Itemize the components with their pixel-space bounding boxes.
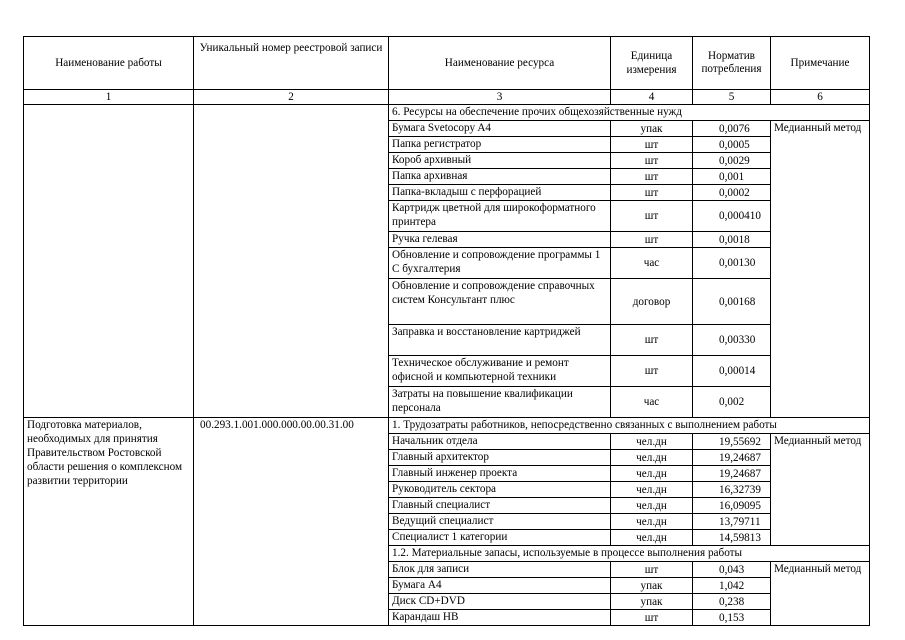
resource-name: Специалист 1 категории bbox=[389, 530, 611, 546]
norm-value: 16,32739 bbox=[693, 482, 771, 498]
unit-value: час bbox=[611, 248, 693, 279]
header-registry-number: Уникальный номер реестровой записи bbox=[194, 37, 389, 90]
unit-value: упак bbox=[611, 121, 693, 137]
unit-value: шт bbox=[611, 137, 693, 153]
resource-name: Картридж цветной для широкоформатного принтера bbox=[389, 201, 611, 232]
norm-value: 1,042 bbox=[693, 578, 771, 594]
norm-value: 0,238 bbox=[693, 594, 771, 610]
resource-name: Заправка и восстановление картриджей bbox=[389, 325, 611, 356]
column-number: 5 bbox=[693, 90, 771, 105]
resource-name: Карандаш НВ bbox=[389, 610, 611, 626]
norm-value: 0,0029 bbox=[693, 153, 771, 169]
resource-name: Ручка гелевая bbox=[389, 232, 611, 248]
unit-value: договор bbox=[611, 279, 693, 325]
norm-value: 0,043 bbox=[693, 562, 771, 578]
unit-value: шт bbox=[611, 201, 693, 232]
unit-value: упак bbox=[611, 594, 693, 610]
section-title: 6. Ресурсы на обеспечение прочих общехозяйственные нужд bbox=[389, 105, 870, 121]
resource-name: Обновление и сопровождение программы 1 С бухгалтерия bbox=[389, 248, 611, 279]
norm-value: 0,0002 bbox=[693, 185, 771, 201]
resource-name: Главный специалист bbox=[389, 498, 611, 514]
header-row bbox=[24, 37, 870, 90]
norm-value: 0,00014 bbox=[693, 356, 771, 387]
note-cell: Медианный метод bbox=[771, 121, 870, 418]
header-resource-name: Наименование ресурса bbox=[389, 37, 611, 90]
unit-value: чел.дн bbox=[611, 466, 693, 482]
unit-value: чел.дн bbox=[611, 450, 693, 466]
norm-value: 13,79711 bbox=[693, 514, 771, 530]
norm-value: 14,59813 bbox=[693, 530, 771, 546]
unit-value: шт bbox=[611, 356, 693, 387]
column-number: 3 bbox=[389, 90, 611, 105]
resource-name: Бумага А4 bbox=[389, 578, 611, 594]
unit-value: шт bbox=[611, 232, 693, 248]
norm-value: 19,55692 bbox=[693, 434, 771, 450]
resource-name: Техническое обслуживание и ремонт офисной и компьютерной техники bbox=[389, 356, 611, 387]
resource-name: Папка-вкладыш с перфорацией bbox=[389, 185, 611, 201]
norm-value: 0,0005 bbox=[693, 137, 771, 153]
unit-value: шт bbox=[611, 153, 693, 169]
unit-value: чел.дн bbox=[611, 514, 693, 530]
norm-value: 0,00330 bbox=[693, 325, 771, 356]
norm-value: 19,24687 bbox=[693, 450, 771, 466]
column-number: 6 bbox=[771, 90, 870, 105]
resource-name: Руководитель сектора bbox=[389, 482, 611, 498]
resource-name: Главный инженер проекта bbox=[389, 466, 611, 482]
resource-name: Диск CD+DVD bbox=[389, 594, 611, 610]
unit-value: шт bbox=[611, 325, 693, 356]
section-title: 1.2. Материальные запасы, используемые в процессе выполнения работы bbox=[389, 546, 870, 562]
section-title: 1. Трудозатраты работников, непосредственно связанных с выполнением работы bbox=[389, 418, 870, 434]
norm-value: 19,24687 bbox=[693, 466, 771, 482]
norm-value: 0,153 bbox=[693, 610, 771, 626]
unit-value: шт bbox=[611, 562, 693, 578]
unit-value: чел.дн bbox=[611, 482, 693, 498]
unit-value: чел.дн bbox=[611, 434, 693, 450]
work-name-cell bbox=[24, 105, 194, 418]
work-name-cell: Подготовка материалов, необходимых для принятия Правительством Ростовской области решения о комплексном развитии территории bbox=[24, 418, 194, 626]
resource-name: Обновление и сопровождение справочных систем Консультант плюс bbox=[389, 279, 611, 325]
section-row bbox=[24, 105, 870, 121]
unit-value: шт bbox=[611, 169, 693, 185]
column-number-row bbox=[24, 90, 870, 105]
unit-value: шт bbox=[611, 185, 693, 201]
unit-value: чел.дн bbox=[611, 530, 693, 546]
resource-name: Папка регистратор bbox=[389, 137, 611, 153]
header-work-name: Наименование работы bbox=[24, 37, 194, 90]
header-unit: Единица измерения bbox=[611, 37, 693, 90]
resource-name: Бумага Svetocopy A4 bbox=[389, 121, 611, 137]
registry-number-cell: 00.293.1.001.000.000.00.00.31.00 bbox=[194, 418, 389, 626]
resource-name: Главный архитектор bbox=[389, 450, 611, 466]
header-note: Примечание bbox=[771, 37, 870, 90]
unit-value: час bbox=[611, 387, 693, 418]
resource-name: Ведущий специалист bbox=[389, 514, 611, 530]
note-cell: Медианный метод bbox=[771, 434, 870, 546]
resource-name: Короб архивный bbox=[389, 153, 611, 169]
norm-value: 0,001 bbox=[693, 169, 771, 185]
norm-value: 0,0076 bbox=[693, 121, 771, 137]
norm-value: 0,002 bbox=[693, 387, 771, 418]
resource-name: Затраты на повышение квалификации персонала bbox=[389, 387, 611, 418]
unit-value: чел.дн bbox=[611, 498, 693, 514]
resource-name: Блок для записи bbox=[389, 562, 611, 578]
section-row bbox=[24, 418, 870, 434]
norm-value: 0,00130 bbox=[693, 248, 771, 279]
note-cell: Медианный метод bbox=[771, 562, 870, 626]
norm-value: 16,09095 bbox=[693, 498, 771, 514]
norm-value: 0,0018 bbox=[693, 232, 771, 248]
resource-name: Начальник отдела bbox=[389, 434, 611, 450]
norm-value: 0,00168 bbox=[693, 279, 771, 325]
registry-number-cell bbox=[194, 105, 389, 418]
column-number: 4 bbox=[611, 90, 693, 105]
unit-value: упак bbox=[611, 578, 693, 594]
header-norm: Норматив потребления bbox=[693, 37, 771, 90]
column-number: 1 bbox=[24, 90, 194, 105]
resource-name: Папка архивная bbox=[389, 169, 611, 185]
unit-value: шт bbox=[611, 610, 693, 626]
column-number: 2 bbox=[194, 90, 389, 105]
resource-norms-table bbox=[23, 36, 870, 626]
norm-value: 0,000410 bbox=[693, 201, 771, 232]
